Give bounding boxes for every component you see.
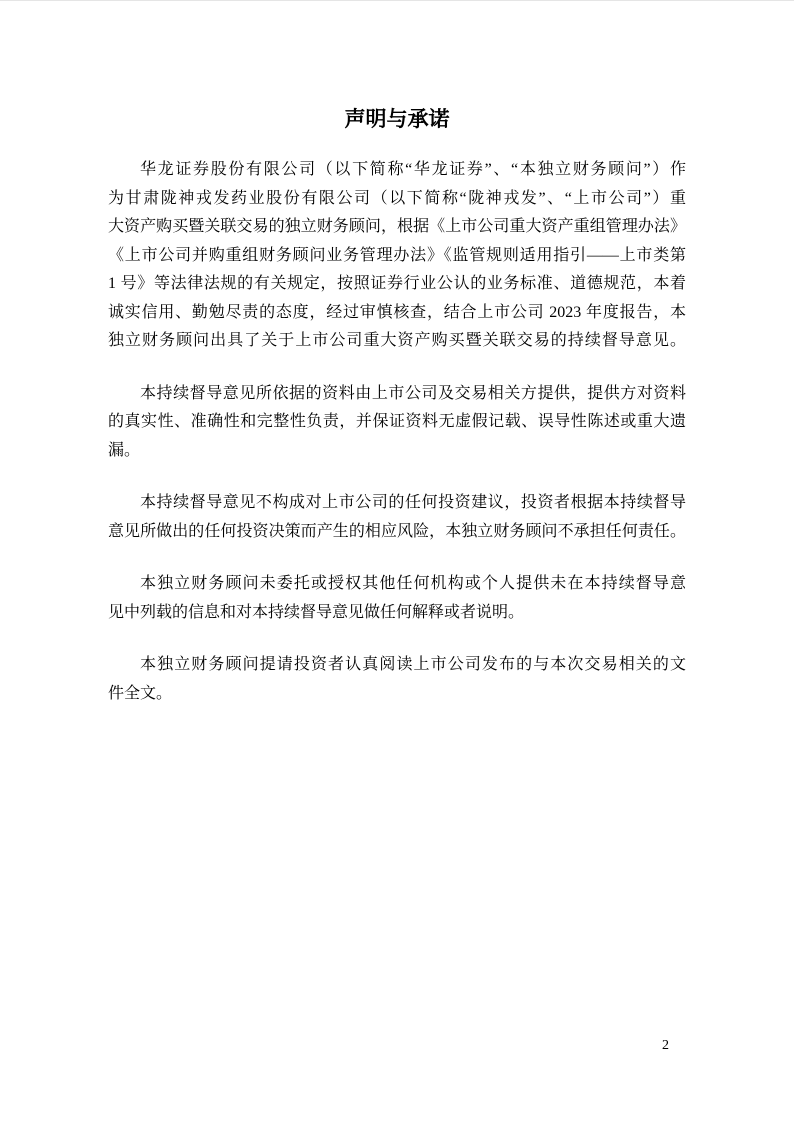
text-line: 见中列载的信息和对本持续督导意见做任何解释或者说明。: [108, 603, 525, 621]
text-line: 大资产购买暨关联交易的独立财务顾问，根据《上市公司重大资产重组管理办法》: [108, 218, 686, 235]
paragraph: [108, 156, 686, 356]
text-line: 意见所做出的任何投资决策而产生的相应风险，本独立财务顾问不承担任何责任。: [108, 522, 686, 540]
text-line: 《上市公司并购重组财务顾问业务管理办法》《监管规则适用指引——上市类第: [108, 246, 686, 264]
document-body: [108, 156, 686, 708]
paragraph: [108, 489, 686, 546]
text-line: 本独立财务顾问未委托或授权其他任何机构或个人提供未在本持续督导意: [140, 575, 686, 592]
page-number: 2: [662, 1038, 669, 1053]
text-line: 的真实性、准确性和完整性负责，并保证资料无虚假记载、误导性陈述或重大遗: [108, 413, 686, 430]
text-line: 为甘肃陇神戎发药业股份有限公司（以下简称“陇神戎发”、“上市公司”）重: [108, 189, 686, 207]
paragraph: [108, 651, 686, 708]
text-line: 华龙证券股份有限公司（以下简称“华龙证券”、“本独立财务顾问”）作: [140, 161, 686, 178]
text-line: 1 号》等法律法规的有关规定，按照证券行业公认的业务标准、道德规范，本着: [108, 275, 686, 292]
text-line: 独立财务顾问出具了关于上市公司重大资产购买暨关联交易的持续督导意见。: [108, 332, 686, 349]
paragraph: [108, 570, 686, 627]
page-title: 声明与承诺: [344, 108, 450, 131]
text-line: 本持续督导意见所依据的资料由上市公司及交易相关方提供，提供方对资料: [140, 384, 686, 402]
text-line: 件全文。: [108, 684, 173, 702]
text-line: 诚实信用、勤勉尽责的态度，经过审慎核查，结合上市公司 2023 年度报告，本: [108, 303, 686, 321]
paragraph: [108, 380, 686, 466]
text-line: 本独立财务顾问提请投资者认真阅读上市公司发布的与本次交易相关的文: [140, 656, 686, 673]
text-line: 漏。: [108, 441, 141, 459]
text-line: 本持续督导意见不构成对上市公司的任何投资建议，投资者根据本持续督导: [140, 494, 686, 511]
